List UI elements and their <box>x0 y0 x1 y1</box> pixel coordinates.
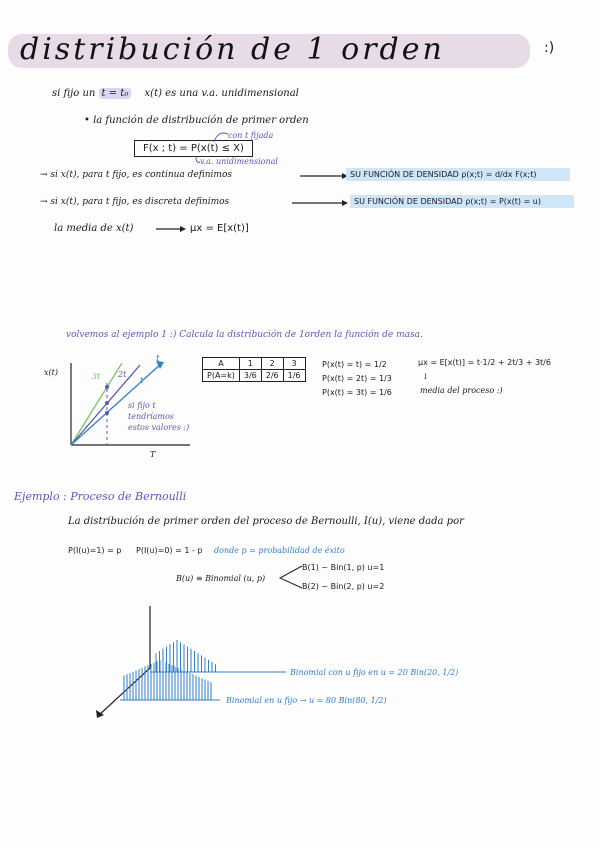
binomial-def: B(u) ≡ Binomial (u, p) <box>176 574 266 583</box>
table-cell: 1 <box>239 358 261 370</box>
branch-u1: B(1) ~ Bin(1, p) u=1 <box>302 563 385 572</box>
rule-discrete: → si x(t), para t fijo, es discreta definimos <box>40 197 230 207</box>
binomial-label-80: Binomial en u fijo → u = 80 Bin(80, 1/2) <box>226 696 387 705</box>
branch-u2: B(2) ~ Bin(2, p) u=2 <box>302 582 385 591</box>
table-cell: P(A=k) <box>203 370 240 382</box>
smile-text: :) <box>544 40 555 56</box>
note-line-1: si fijo t <box>128 401 156 410</box>
binomial-label-20: Binomial con u fijo en u = 20 Bin(20, 1/2) <box>290 668 459 677</box>
label-3t: 3t <box>92 372 101 381</box>
p-note: donde p = probabilidad de éxito <box>214 546 345 555</box>
label-t: t <box>140 376 144 385</box>
bernoulli-statement: La distribución de primer orden del proceso de Bernoulli, I(u), viene dada por <box>68 516 464 527</box>
intro-highlight: t = t₀ <box>99 88 132 99</box>
table-cell: 2/6 <box>261 370 283 382</box>
intro-bullet: • la función de distribución de primer orden <box>84 115 309 126</box>
axis-y-label: x(t) <box>44 368 58 377</box>
example1-mean-note: media del proceso :) <box>420 386 503 395</box>
note-line-2: tendríamos <box>128 412 174 421</box>
table-cell: 3 <box>283 358 305 370</box>
mean-formula: μx = E[x(t)] <box>190 223 249 234</box>
page-title: distribución de 1 orden <box>20 32 445 67</box>
table-cell: 2 <box>261 358 283 370</box>
label-2t: 2t <box>118 370 127 379</box>
example2-heading: Ejemplo : Proceso de Bernoulli <box>14 490 187 503</box>
curve-label: t <box>156 354 160 364</box>
prob-failure: P(I(u)=0) = 1 - p <box>136 546 203 555</box>
table-cell: 1/6 <box>283 370 305 382</box>
example1-heading: volvemos al ejemplo 1 :) Calcula la distribución de 1orden la función de masa. <box>66 330 423 340</box>
axis-x-label: T <box>150 450 156 459</box>
rule-continuous: → si x(t), para t fijo, es continua definimos <box>40 170 232 180</box>
prob-3t: P(x(t) = 3t) = 1/6 <box>322 388 392 397</box>
formula-note-bottom: v.a. unidimensional <box>200 157 278 166</box>
density-discrete: SU FUNCIÓN DE DENSIDAD ρ(x;t) = P(x(t) = u) <box>350 195 574 208</box>
prob-t: P(x(t) = t) = 1/2 <box>322 360 387 369</box>
prob-2t: P(x(t) = 2t) = 1/3 <box>322 374 392 383</box>
density-continuous: SU FUNCIÓN DE DENSIDAD ρ(x;t) = d/dx F(x;t) <box>346 168 570 181</box>
intro-prefix: si fijo un <box>52 88 96 99</box>
prob-success: P(I(u)=1) = p <box>68 546 122 555</box>
mean-arrow: ↓ <box>422 372 429 381</box>
formula-note-top: con t fijada <box>228 131 274 140</box>
example1-mean: μx = E[x(t)] = t·1/2 + 2t/3 + 3t/6 <box>418 358 551 367</box>
distribution-formula: F(x ; t) = P(x(t) ≤ X) <box>134 140 253 157</box>
table-cell: 3/6 <box>239 370 261 382</box>
mean-text: la media de x(t) <box>54 223 134 234</box>
table-cell: A <box>203 358 240 370</box>
note-line-3: estos valores :) <box>128 423 190 432</box>
intro-suffix: x(t) es una v.a. unidimensional <box>144 88 299 99</box>
